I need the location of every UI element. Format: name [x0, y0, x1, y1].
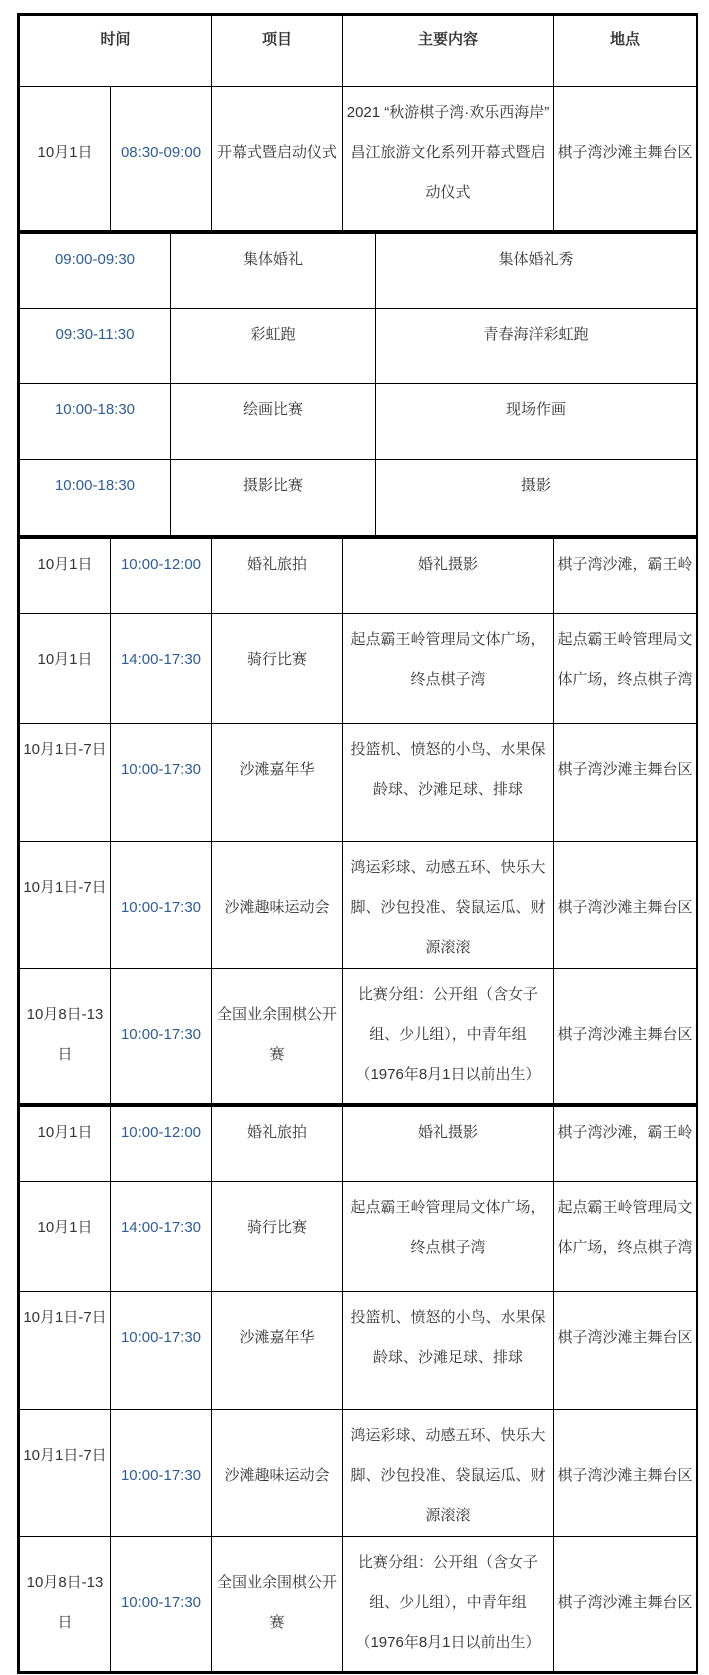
cell-content: 青春海洋彩虹跑: [376, 309, 697, 384]
cell-project: 开幕式暨启动仪式: [212, 87, 343, 231]
header-time: 时间: [20, 16, 212, 87]
table-header-row: [20, 16, 697, 87]
cell-time: 10:00-17:30: [111, 1292, 212, 1410]
cell-content: 2021 “秋游棋子湾·欢乐西海岸” 昌江旅游文化系列开幕式暨启动仪式: [343, 87, 554, 231]
schedule-section-header: [19, 15, 697, 231]
schedule-section-events-repeat: [19, 1106, 697, 1672]
cell-time: 10:00-17:30: [111, 724, 212, 842]
cell-content: 起点霸王岭管理局文体广场，终点棋子湾: [343, 614, 554, 724]
cell-date: 10月1日: [20, 614, 111, 724]
cell-location: 棋子湾沙滩主舞台区: [554, 87, 697, 231]
cell-content: 比赛分组：公开组（含女子组、少儿组），中青年组（1976年8月1日以前出生）: [343, 1537, 554, 1672]
schedule-section-morning: [19, 233, 697, 536]
cell-project: 摄影比赛: [171, 460, 376, 536]
cell-location: 棋子湾沙滩主舞台区: [554, 724, 697, 842]
cell-date: 10月1日: [20, 87, 111, 231]
schedule-section-events: [19, 538, 697, 1104]
table-row: [20, 1107, 697, 1182]
table-row: [20, 969, 697, 1104]
header-project: 项目: [212, 16, 343, 87]
table-row: [20, 1292, 697, 1410]
cell-project: 全国业余围棋公开赛: [212, 969, 343, 1104]
cell-time: 10:00-17:30: [111, 1537, 212, 1672]
cell-date: 10月1日-7日: [20, 1410, 111, 1537]
table-row: [20, 384, 697, 460]
cell-time: 09:30-11:30: [20, 309, 171, 384]
cell-date: 10月1日: [20, 1182, 111, 1292]
cell-date: 10月8日-13日: [20, 1537, 111, 1672]
cell-time: 10:00-18:30: [20, 384, 171, 460]
cell-content: 投篮机、愤怒的小鸟、水果保龄球、沙滩足球、排球: [343, 1292, 554, 1410]
cell-location: 棋子湾沙滩主舞台区: [554, 1292, 697, 1410]
cell-project: 彩虹跑: [171, 309, 376, 384]
cell-project: 骑行比赛: [212, 1182, 343, 1292]
cell-project: 沙滩嘉年华: [212, 724, 343, 842]
table-row: [20, 309, 697, 384]
table-row: [20, 724, 697, 842]
cell-content: 投篮机、愤怒的小鸟、水果保龄球、沙滩足球、排球: [343, 724, 554, 842]
cell-project: 沙滩趣味运动会: [212, 842, 343, 969]
cell-time: 09:00-09:30: [20, 234, 171, 309]
table-row: [20, 539, 697, 614]
cell-content: 鸿运彩球、动感五环、快乐大脚、沙包投准、袋鼠运瓜、财源滚滚: [343, 842, 554, 969]
cell-time: 10:00-17:30: [111, 969, 212, 1104]
cell-time: 10:00-18:30: [20, 460, 171, 536]
header-location: 地点: [554, 16, 697, 87]
cell-time: 08:30-09:00: [111, 87, 212, 231]
cell-location: 棋子湾沙滩主舞台区: [554, 969, 697, 1104]
cell-location: 起点霸王岭管理局文体广场，终点棋子湾: [554, 614, 697, 724]
table-row: [20, 614, 697, 724]
cell-time: 10:00-12:00: [111, 539, 212, 614]
cell-content: 集体婚礼秀: [376, 234, 697, 309]
cell-date: 10月1日: [20, 539, 111, 614]
table-row: [20, 842, 697, 969]
cell-project: 沙滩趣味运动会: [212, 1410, 343, 1537]
cell-time: 14:00-17:30: [111, 1182, 212, 1292]
cell-project: 全国业余围棋公开赛: [212, 1537, 343, 1672]
cell-location: 棋子湾沙滩主舞台区: [554, 842, 697, 969]
cell-date: 10月1日-7日: [20, 1292, 111, 1410]
cell-location: 棋子湾沙滩，霸王岭: [554, 1107, 697, 1182]
cell-project: 沙滩嘉年华: [212, 1292, 343, 1410]
cell-content: 现场作画: [376, 384, 697, 460]
cell-date: 10月1日-7日: [20, 724, 111, 842]
cell-content: 鸿运彩球、动感五环、快乐大脚、沙包投准、袋鼠运瓜、财源滚滚: [343, 1410, 554, 1537]
table-row: [20, 460, 697, 536]
cell-date: 10月1日: [20, 1107, 111, 1182]
header-content: 主要内容: [343, 16, 554, 87]
table-row: [20, 1410, 697, 1537]
cell-time: 10:00-17:30: [111, 842, 212, 969]
cell-project: 婚礼旅拍: [212, 1107, 343, 1182]
cell-content: 婚礼摄影: [343, 1107, 554, 1182]
cell-content: 起点霸王岭管理局文体广场，终点棋子湾: [343, 1182, 554, 1292]
table-row: [20, 1537, 697, 1672]
cell-content: 比赛分组：公开组（含女子组、少儿组），中青年组（1976年8月1日以前出生）: [343, 969, 554, 1104]
cell-time: 10:00-12:00: [111, 1107, 212, 1182]
cell-content: 婚礼摄影: [343, 539, 554, 614]
cell-date: 10月1日-7日: [20, 842, 111, 969]
cell-project: 骑行比赛: [212, 614, 343, 724]
cell-time: 10:00-17:30: [111, 1410, 212, 1537]
cell-location: 起点霸王岭管理局文体广场，终点棋子湾: [554, 1182, 697, 1292]
cell-content: 摄影: [376, 460, 697, 536]
table-row: [20, 234, 697, 309]
table-row: [20, 87, 697, 231]
cell-location: 棋子湾沙滩，霸王岭: [554, 539, 697, 614]
cell-location: 棋子湾沙滩主舞台区: [554, 1410, 697, 1537]
cell-project: 婚礼旅拍: [212, 539, 343, 614]
table-row: [20, 1182, 697, 1292]
cell-project: 集体婚礼: [171, 234, 376, 309]
cell-project: 绘画比赛: [171, 384, 376, 460]
cell-time: 14:00-17:30: [111, 614, 212, 724]
cell-location: 棋子湾沙滩主舞台区: [554, 1537, 697, 1672]
cell-date: 10月8日-13日: [20, 969, 111, 1104]
schedule-table: [17, 13, 698, 1674]
